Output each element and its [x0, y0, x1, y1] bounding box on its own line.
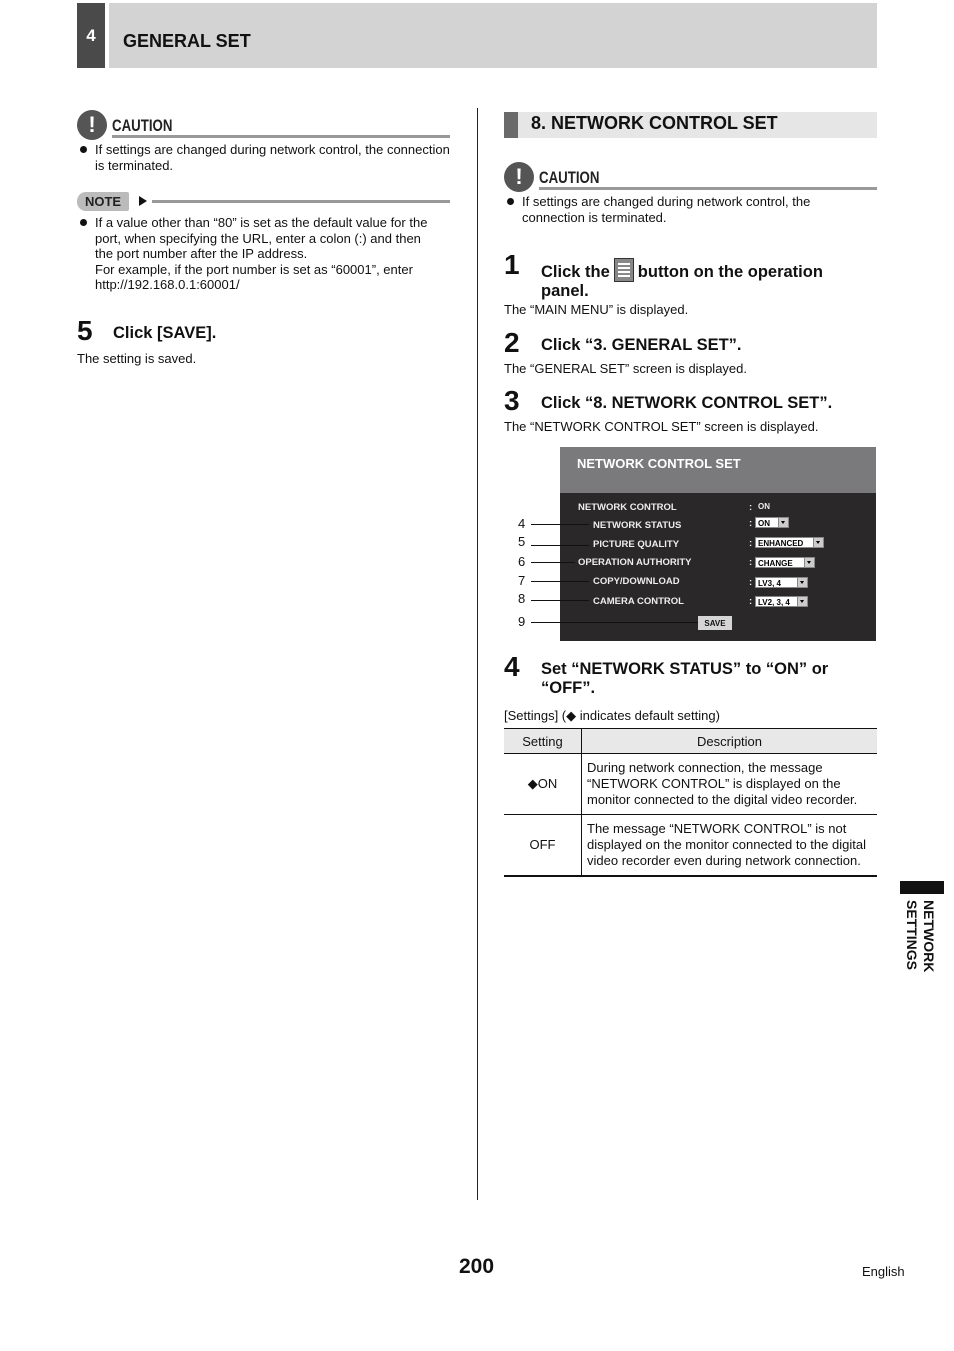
callout-number: 8: [518, 591, 526, 606]
side-tab-marker: [900, 881, 944, 894]
picture-quality-label: PICTURE QUALITY: [593, 539, 680, 550]
callout-leader: [531, 581, 589, 582]
table-cell-setting: ◆ON: [504, 754, 582, 815]
table-header: Setting: [504, 729, 582, 754]
callout-number: 4: [518, 516, 526, 531]
step-4-number: 4: [504, 651, 520, 682]
caution-heading: CAUTION: [112, 116, 173, 135]
side-tab-label: NETWORK SETTINGS: [904, 900, 937, 973]
camera-control-label: CAMERA CONTROL: [593, 596, 684, 607]
copy-download-label: COPY/DOWNLOAD: [593, 576, 680, 587]
step-5-number: 5: [77, 315, 93, 346]
settings-table: [504, 728, 877, 877]
step-1-title: Click the button on the operation panel.: [541, 258, 877, 301]
settings-caption: [Settings] (◆ indicates default setting): [504, 708, 720, 723]
step-1-number: 1: [504, 249, 520, 280]
network-control-label: NETWORK CONTROL: [578, 502, 677, 513]
section-header-marker: [504, 112, 518, 138]
table-header-row: [504, 729, 877, 754]
step-2-desc: The “GENERAL SET” screen is displayed.: [504, 361, 747, 376]
callout-leader: [531, 524, 589, 525]
caution-rule: [539, 187, 877, 190]
dropdown-arrow-icon: [778, 518, 788, 527]
note-rule: [152, 200, 450, 203]
operation-authority-select[interactable]: CHANGE: [755, 557, 815, 568]
table-cell-description: During network connection, the message “NETWORK CONTROL” is displayed on the monitor connected to the digital video recorder.: [582, 754, 878, 815]
camera-control-select[interactable]: LV2, 3, 4: [755, 596, 808, 607]
callout-leader: [531, 600, 589, 601]
column-divider: [477, 108, 478, 1200]
screen-title: NETWORK CONTROL SET: [577, 456, 741, 471]
table-header: Description: [582, 729, 878, 754]
dropdown-arrow-icon: [804, 558, 814, 567]
step-4-title: Set “NETWORK STATUS” to “ON” or “OFF”.: [541, 660, 829, 697]
bullet-dot: [80, 219, 87, 226]
picture-quality-select[interactable]: ENHANCED: [755, 537, 824, 548]
dropdown-arrow-icon: [813, 538, 823, 547]
step-3-title: Click “8. NETWORK CONTROL SET”.: [541, 394, 833, 412]
table-row: [504, 815, 877, 877]
step-3-number: 3: [504, 385, 520, 416]
table-row: [504, 754, 877, 815]
operation-authority-label: OPERATION AUTHORITY: [578, 557, 692, 568]
language-label: English: [862, 1264, 905, 1279]
bullet-dot: [507, 198, 514, 205]
step-2-title: Click “3. GENERAL SET”.: [541, 336, 742, 354]
note-text: If a value other than “80” is set as the default value for the port, when specifying the URL, enter a colon (:) and then the port number after the IP address. For example, if the port number is set as “60001”, enter http://192.168.0.1:60001/: [95, 215, 428, 292]
menu-button-icon: [614, 258, 634, 282]
caution-rule: [112, 135, 450, 138]
caution-icon: !: [504, 162, 534, 192]
colon: :: [749, 502, 753, 513]
colon: :: [749, 577, 753, 588]
chapter-number: 4: [77, 3, 105, 68]
network-status-select[interactable]: ON: [755, 517, 789, 528]
step-1-desc: The “MAIN MENU” is displayed.: [504, 302, 689, 317]
caution-icon: !: [77, 110, 107, 140]
note-arrow-icon: [139, 196, 147, 206]
dropdown-arrow-icon: [797, 578, 807, 587]
network-status-label: NETWORK STATUS: [593, 520, 682, 531]
callout-leader: [531, 545, 589, 546]
dropdown-arrow-icon: [797, 597, 807, 606]
page-number: 200: [459, 1255, 495, 1278]
step-5-desc: The setting is saved.: [77, 351, 197, 366]
colon: :: [749, 518, 753, 529]
save-button[interactable]: SAVE: [698, 616, 732, 630]
caution-text: If settings are changed during network control, the connection is terminated.: [522, 194, 811, 225]
table-cell-setting: OFF: [504, 815, 582, 877]
colon: :: [749, 557, 753, 568]
colon: :: [749, 538, 753, 549]
callout-number: 9: [518, 614, 526, 629]
callout-number: 6: [518, 554, 526, 569]
step-3-desc: The “NETWORK CONTROL SET” screen is displayed.: [504, 419, 819, 434]
bullet-dot: [80, 146, 87, 153]
table-cell-description: The message “NETWORK CONTROL” is not displayed on the monitor connected to the digital video recorder even during network connection.: [582, 815, 878, 877]
step-2-number: 2: [504, 327, 520, 358]
section-title: 8. NETWORK CONTROL SET: [531, 113, 778, 133]
chapter-title: GENERAL SET: [123, 31, 251, 51]
caution-text: If settings are changed during network control, the connection is terminated.: [95, 142, 450, 173]
callout-leader: [531, 622, 698, 623]
callout-number: 5: [518, 534, 526, 549]
copy-download-select[interactable]: LV3, 4: [755, 577, 808, 588]
network-control-value: ON: [758, 502, 770, 511]
step-5-title: Click [SAVE].: [113, 324, 217, 342]
callout-number: 7: [518, 573, 526, 588]
callout-leader: [531, 562, 575, 563]
colon: :: [749, 596, 753, 607]
caution-heading: CAUTION: [539, 168, 600, 187]
note-heading: NOTE: [77, 192, 129, 211]
